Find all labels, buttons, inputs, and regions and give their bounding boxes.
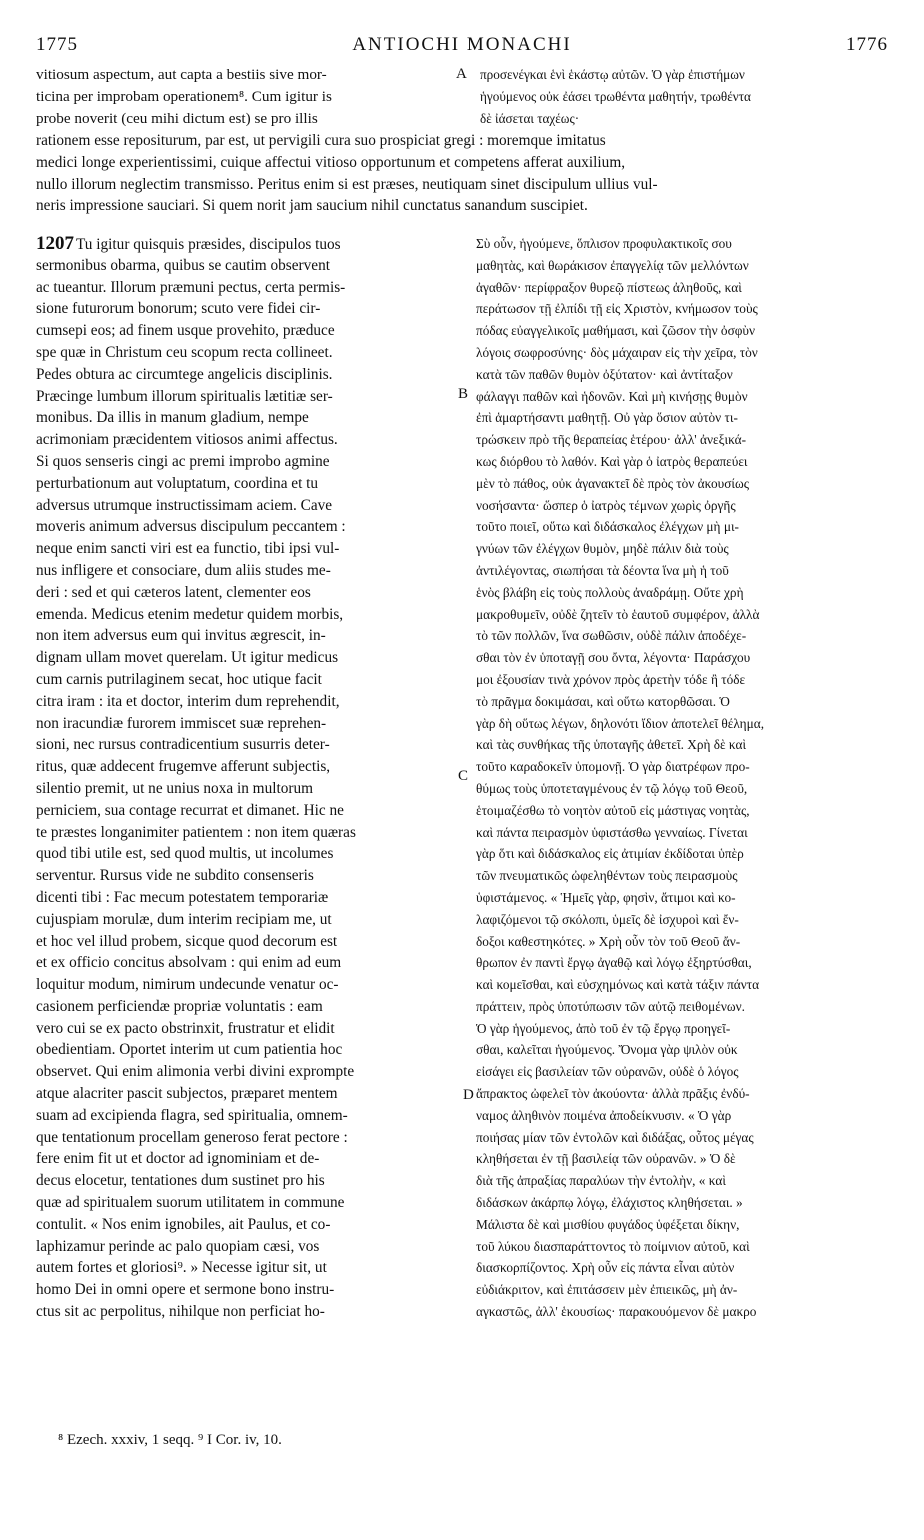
- text-line: καὶ πάντα πειρασμὸν ὑφιστάσθω γενναίως. Γίνεται: [476, 824, 748, 840]
- text-line: ὑφιστάμενος. « Ἡμεῖς γὰρ, φησὶν, ἄτιμοι καὶ κο-: [476, 889, 736, 905]
- text-line: ac tueantur. Illorum præmuni pectus, certa permis-: [36, 278, 346, 296]
- text-line: πόδας εὐαγγελικοῖς μαθήμασι, καὶ ζῶσον τὴν ὀσφὺν: [476, 323, 756, 339]
- full-width-block: [36, 130, 891, 217]
- text-line: λόγοις σωφροσύνης· δὸς μάχαιραν εἰς τὴν χεῖρα, τὸν: [476, 344, 758, 360]
- text-line: λαφιζόμενοι τῷ σκόλοπι, ὑμεῖς δὲ ἰσχυροὶ καὶ ἔν-: [476, 911, 739, 927]
- margin-marker-a: A: [456, 66, 467, 82]
- text-line: προσενέγκαι ἑνὶ ἑκάστῳ αὐτῶν. Ὁ γὰρ ἐπιστήμων: [480, 67, 745, 82]
- text-line: homo Dei in omni opere et sermone bono instru-: [36, 1281, 335, 1299]
- text-line: τρώσκειν πρὸ τῆς θεραπείας ἑτέρου· ἀλλ' ἀνεξικά-: [476, 432, 747, 448]
- text-line: θρωπον ἐν παντὶ ἔργῳ ἀγαθῷ καὶ λόγῳ ἐξηρτύσθαι,: [476, 955, 752, 971]
- text-line: μακροθυμεῖν, οὐδὲ ζητεῖν τὸ ἑαυτοῦ συμφέρον, ἀλλὰ: [476, 606, 760, 622]
- text-line: citra iram : ita et doctor, interim dum reprehendit,: [36, 692, 340, 710]
- text-line: αγκαστῶς, ἀλλ' ἑκουσίως· παρακουόμενον δὲ μακρο: [476, 1304, 757, 1320]
- page-header: [36, 34, 888, 58]
- text-line: suam ad excipienda flagra, sed spiritualia, omnem-: [36, 1106, 348, 1124]
- text-line: τοῦτο ποιεῖ, οὕτω καὶ διδάσκαλος ἐλέγχων μὴ μι-: [476, 519, 739, 535]
- text-line: Σὺ οὖν, ἡγούμενε, ὅπλισον προφυλακτικοῖς σου: [476, 236, 732, 251]
- left-page-number: 1775: [36, 34, 78, 55]
- text-line: καὶ τὰς συνθήκας τῆς ὑποταγῆς ἀθετεῖ. Χρὴ δὲ καὶ: [476, 737, 747, 753]
- text-line: perniciem, sua contage recurrat et dimanet. Hic ne: [36, 801, 344, 819]
- text-line: et ex officio concitus absolvam : qui enim ad eum: [36, 954, 342, 972]
- text-line: γνύων τῶν ἐλέγχων θυμὸν, μηδὲ πάλιν διὰ τοὺς: [476, 541, 729, 557]
- text-line: acrimoniam præcidentem vitiosos animi affectus.: [36, 431, 338, 449]
- text-line: ἑτοιμαζέσθω τὸ νοητὸν αὐτοῦ εἰς μάστιγας νοητὰς,: [476, 802, 750, 818]
- text-line: quæ ad spiritualem suorum utilitatem in commune: [36, 1194, 345, 1212]
- text-line: ἀντιλέγοντας, σιωπήσαι τὰ δέοντα ἵνα μὴ ἡ τοῦ: [476, 562, 729, 578]
- text-line: Præcinge lumbum illorum spiritualis lætitiæ ser-: [36, 387, 333, 405]
- text-line: moveris animum adversus discipulum peccantem :: [36, 518, 346, 536]
- text-line: contulit. « Nos enim ignobiles, ait Paulus, et co-: [36, 1215, 331, 1233]
- text-line: κατὰ τῶν παθῶν θυμὸν ὀξύτατον· καὶ ἀντίταξον: [476, 366, 733, 382]
- text-line: neque enim sancti viri est ea functio, tibi ipsi vul-: [36, 540, 340, 558]
- text-line: μὲν τὸ πάθος, οὐκ ἀγανακτεῖ δὲ πρὸς τὸν ἀκουσίως: [476, 475, 750, 491]
- text-line: fere enim fit ut et doctor ad ignominiam et de-: [36, 1150, 320, 1168]
- text-line: θύμως τοὺς ὑποτεταγμένους ἐν τῷ λόγῳ τοῦ Θεοῦ,: [476, 780, 748, 796]
- text-line: φάλαγγι παθῶν καὶ ἡδονῶν. Καὶ μὴ κινήσῃς θυμὸν: [476, 388, 748, 404]
- text-line: ticina per improbam operationem⁸. Cum igitur is: [36, 87, 332, 105]
- text-line: Pedes obtura ac circumtege angelicis disciplinis.: [36, 365, 333, 383]
- text-line: observet. Qui enim alimonia verbi divini exprompte: [36, 1063, 355, 1081]
- text-line: ritus, quæ addecent frugemve afferunt subjectis,: [36, 758, 331, 776]
- text-line: medici longe experientissimi, cuique affectui vitioso opportunum et competens afferat auxilium,: [36, 153, 626, 171]
- text-line: δὲ ἰάσεται ταχέως·: [480, 110, 580, 126]
- text-line: sioni, nec rursus contradicentium susurris deter-: [36, 736, 330, 754]
- column-number: 1207: [36, 233, 74, 254]
- text-line: vero cui se ex pacto obstrinxit, frustratur et elidit: [36, 1019, 335, 1037]
- text-line: que tentationum procellam generoso ferat pectore :: [36, 1128, 348, 1146]
- text-line: probe noverit (ceu mihi dictum est) se pro illis: [36, 109, 318, 127]
- text-line: emenda. Medicus etenim medetur quidem morbis,: [36, 605, 344, 623]
- text-line: τοῦ λύκου διασπαράττοντος τὸ ποίμνιον αὐτοῦ, καὶ: [476, 1238, 750, 1254]
- footnote: ⁸ Ezech. xxxiv, 1 seqq. ⁹ I Cor. iv, 10.: [58, 1432, 282, 1448]
- text-line: sione futurorum bonorum; scuto vere fidei cir-: [36, 300, 321, 318]
- text-line: non item adversus eum qui invitus ægrescit, in-: [36, 627, 326, 645]
- text-line: laphizamur perinde ac palo quopiam cæsi, vos: [36, 1237, 320, 1255]
- text-line: non iracundiæ furorem immiscet suæ reprehen-: [36, 714, 327, 732]
- text-line: autem fortes et gloriosi⁹. » Necesse igitur sit, ut: [36, 1259, 327, 1277]
- text-line: διασκορπίζοντος. Χρὴ οὖν εἰς πάντα εἶναι αὐτὸν: [476, 1260, 735, 1276]
- greek-top-block: [480, 64, 892, 129]
- text-line: ναμος ἀληθινὸν ποιμένα ἀποδείκνυσιν. « Ὁ γὰρ: [476, 1107, 732, 1123]
- margin-marker-c: C: [458, 768, 469, 784]
- text-line: cum carnis putrilaginem secat, hoc utique facit: [36, 670, 322, 688]
- text-line: ἡγούμενος οὐκ ἐάσει τρωθέντα μαθητήν, τρωθέντα: [480, 88, 751, 104]
- text-line: σθαι, καλεῖται ἡγούμενος. Ὄνομα γὰρ ψιλὸν οὐκ: [476, 1042, 738, 1058]
- text-line: cumsepi eos; ad finem usque provehito, præduce: [36, 322, 335, 340]
- text-line: διὰ τῆς ἀπραξίας παραλύων τὴν ἐντολὴν, « καὶ: [476, 1173, 726, 1189]
- text-line: μαθητὰς, καὶ θωράκισον ἐπαγγελίᾳ τῶν μελλόντων: [476, 257, 749, 273]
- text-line: περάτωσον τῇ ἐλπίδι τῇ εἰς Χριστὸν, κνήμωσον τοὺς: [476, 301, 758, 317]
- latin-main-column: [36, 233, 456, 1323]
- latin-top-block: [36, 64, 466, 129]
- text-line: μοι ἐξουσίαν τινὰ χρόνον πρὸς ἀρετὴν τόδε ἢ τόδε: [476, 671, 746, 687]
- text-line: cujuspiam morulæ, dum interim recipiam me, ut: [36, 910, 332, 928]
- latin-first-line-text: Tu igitur quisquis præsides, discipulos tuos: [76, 236, 341, 253]
- right-page-number: 1776: [846, 34, 888, 55]
- text-line: ποιήσας μίαν τῶν ἐντολῶν καὶ διδάξας, οὗτος μέγας: [476, 1129, 754, 1145]
- text-line: nullo illorum neglectim transmisso. Peritus enim si est præses, neutiquam sinet discipulum ullius vul-: [36, 175, 658, 193]
- text-line: obedientiam. Oportet interim ut cum patientia hoc: [36, 1041, 343, 1059]
- text-line: καὶ κομεῖσθαι, καὶ εὐσχημόνως καὶ κατὰ τάξιν πάντα: [476, 977, 760, 993]
- text-line: neris impressione sauciari. Si quem norit jam saucium nihil cunctatus sanandum suscipiet.: [36, 197, 588, 215]
- text-line: serventur. Rursus vide ne subdito consenseris: [36, 867, 314, 885]
- text-line: ἄπρακτος ὠφελεῖ τὸν ἀκούοντα· ἀλλὰ πρᾶξις ἐνδύ-: [476, 1086, 750, 1102]
- text-line: τὸ τῶν πολλῶν, ἵνα σωθῶσιν, οὐδὲ πάλιν ἀποδέχε-: [476, 628, 747, 644]
- text-line: Si quos senseris cingi ac premi improbo agmine: [36, 452, 330, 470]
- text-line: γὰρ δὴ οὕτως λέγων, δηλονότι ἴδιον ἀποτελεῖ θέλημα,: [476, 715, 765, 731]
- text-line: σθαι τὸν ἐν ὑποταγῇ σου ὄντα, λέγοντα· Παράσχου: [476, 650, 751, 666]
- text-line: εἰσάγει εἰς βασιλείαν τῶν οὐρανῶν, οὐδὲ ὁ λόγος: [476, 1064, 739, 1080]
- text-line: quod tibi utile est, sed quod multis, ut incolumes: [36, 845, 334, 863]
- text-line: monibus. Da illis in manum gladium, nempe: [36, 409, 309, 427]
- margin-marker-b: B: [458, 386, 469, 402]
- text-line: decus elocetur, tentationes dum sustinet pro his: [36, 1172, 325, 1190]
- text-line: et hoc vel illud probem, sicque quod decorum est: [36, 932, 338, 950]
- text-line: rationem esse repositurum, par est, ut pervigili cura suo prospiciat gregi : moremque imitatus: [36, 132, 606, 149]
- text-line: πράττειν, πρὸς ὑποτύπωσιν τῶν αὐτῷ πειθομένων.: [476, 998, 745, 1014]
- text-line: εὐδιάκριτον, καὶ ἐπιτάσσειν μὲν ἐπιεικῶς, μὴ ἀν-: [476, 1282, 738, 1298]
- text-line: ἐπὶ ἁμαρτήσαντι μαθητῇ. Οὐ γὰρ ὅσιον αὐτὸν τι-: [476, 410, 738, 426]
- text-line: ἑνὸς βλάβη εἰς τοὺς πολλοὺς ἀναδράμῃ. Οὔτε χρὴ: [476, 584, 744, 600]
- text-line: Ὁ γὰρ ἡγούμενος, ἀπὸ τοῦ ἐν τῷ ἔργῳ προηγεῖ-: [476, 1020, 731, 1036]
- text-line: Μάλιστα δὲ καὶ μισθίου φυγάδος ὑφέξεται δίκην,: [476, 1216, 740, 1232]
- text-line: te præstes longanimiter patientem : non item quæras: [36, 823, 356, 841]
- text-line: silentio premit, ut ne unius noxa in multorum: [36, 779, 314, 797]
- text-line: τὸ πρᾶγμα δοκιμάσαι, καὶ οὕτω κατορθῶσαι. Ὁ: [476, 693, 730, 709]
- text-line: dicenti tibi : Fac mecum potestatem temporariæ: [36, 888, 329, 906]
- text-line: atque alacriter pascit subjectos, præparet mentem: [36, 1085, 338, 1103]
- text-line: adversus utrumque instructissimam aciem. Cave: [36, 496, 333, 514]
- text-line: casionem perficiendæ propriæ voluntatis : eam: [36, 997, 323, 1015]
- text-line: νοσήσαντα· ὥσπερ ὁ ἰατρὸς τέμνων χωρὶς ὀργῆς: [476, 497, 736, 513]
- margin-marker-d: D: [463, 1087, 474, 1103]
- text-line: διδάσκων ἀκάρπῳ λόγῳ, ἐλάχιστος κληθήσεται. »: [476, 1195, 743, 1211]
- greek-main-column: [476, 233, 893, 1323]
- text-line: spe quæ in Christum ceu scopum recta collineet.: [36, 343, 333, 361]
- running-title: ANTIOCHI MONACHI: [352, 34, 572, 55]
- text-line: perturbationum aut voluptatum, coordina et tu: [36, 474, 319, 492]
- text-line: δοξοι καθεστηκότες. » Χρὴ οὖν τὸν τοῦ Θεοῦ ἄν-: [476, 933, 741, 949]
- text-line: nus infligere et consociare, dum aliis studes me-: [36, 561, 331, 579]
- text-line: loquitur modum, nimirum undecunde venatur oc-: [36, 976, 339, 994]
- text-line: τοῦτο καραδοκεῖν ὑπομονῇ. Ὁ γὰρ διατρέφων προ-: [476, 759, 750, 775]
- text-line: ἀγαθῶν· περίφραξον θυρεῷ πίστεως ἀληθοῦς, καὶ: [476, 279, 742, 295]
- text-line: γὰρ ὅτι καὶ διδάσκαλος εἰς ἀτιμίαν ἐκδίδοται ὑπὲρ: [476, 846, 744, 862]
- text-line: κως διόρθου τὸ λαθόν. Καὶ γὰρ ὁ ἰατρὸς θεραπεύει: [476, 453, 748, 469]
- text-line: ctus sit ac perpolitus, nihilque non perficiat ho-: [36, 1303, 325, 1321]
- text-line: dignam ullam movet querelam. Ut igitur medicus: [36, 649, 339, 667]
- text-line: sermonibus obarma, quibus se cautim observent: [36, 256, 330, 274]
- text-line: vitiosum aspectum, aut capta a bestiis sive mor-: [36, 66, 327, 83]
- text-line: deri : sed et qui cæteros latent, clementer eos: [36, 583, 311, 601]
- latin-first-line: [36, 233, 456, 255]
- text-line: τῶν πνευματικῶς ὠφεληθέντων τοὺς πειρασμοὺς: [476, 868, 738, 884]
- text-line: κληθήσεται ἐν τῇ βασιλείᾳ τῶν οὐρανῶν. » Ὁ δὲ: [476, 1151, 736, 1167]
